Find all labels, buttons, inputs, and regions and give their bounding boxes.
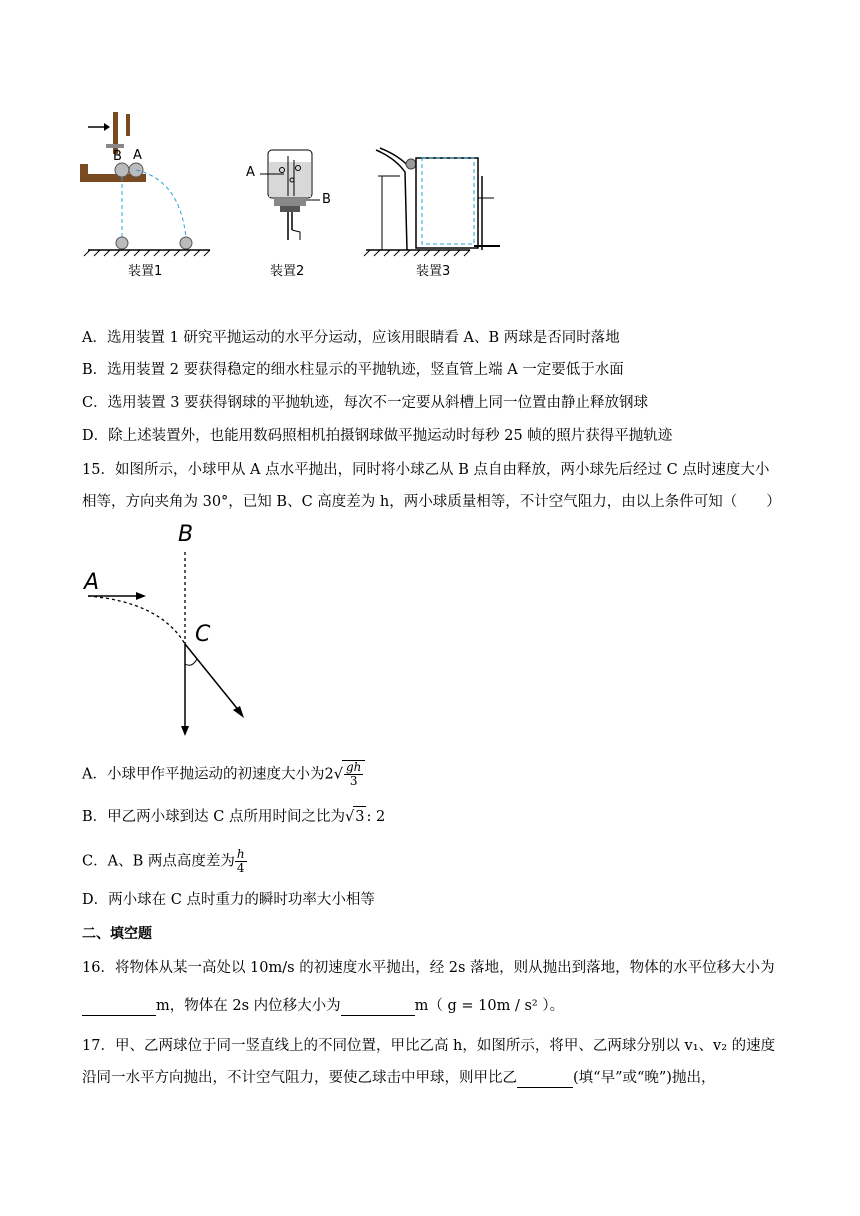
fraction: $\frac{h}{4}$	[236, 847, 245, 875]
q15-option-b: B．甲乙两小球到达 C 点所用时间之比为√3 : 2	[82, 806, 385, 827]
device3-caption: 装置3	[416, 264, 451, 279]
answer-blank[interactable]	[517, 1087, 573, 1088]
point-a-label: A	[84, 570, 100, 595]
q15-stem-line2: 相等，方向夹角为 30°，已知 B、C 高度差为 h，两小球质量相等，不计空气阻力，由以上条件可知（ ）	[82, 494, 781, 510]
device1-label-A: A	[133, 148, 142, 163]
device1-caption: 装置1	[128, 264, 163, 279]
q16-line1: 16．将物体从某一高处以 10m/s 的初速度水平抛出，经 2s 落地，则从抛出到落地，物体的水平位移大小为	[82, 960, 775, 976]
q15-option-d: D．两小球在 C 点时重力的瞬时功率大小相等	[82, 892, 375, 908]
q15-stem-line1: 15．如图所示，小球甲从 A 点水平抛出，同时将小球乙从 B 点自由释放，两小球先后经过 C 点时速度大小	[82, 462, 770, 478]
device2-label-B: B	[322, 192, 331, 207]
point-b-label: B	[178, 522, 194, 547]
device-figures	[70, 100, 510, 285]
q14-option-c: C．选用装置 3 要获得钢球的平抛轨迹，每次不一定要从斜槽上同一位置由静止释放钢球	[82, 395, 649, 411]
q14-option-b: B．选用装置 2 要获得稳定的细水柱显示的平抛轨迹，竖直管上端 A 一定要低于水面	[82, 362, 624, 378]
device2-caption: 装置2	[270, 264, 305, 279]
device2-drawing	[260, 150, 320, 240]
trajectory-diagram	[80, 522, 280, 747]
section-title: 二、填空题	[82, 926, 152, 942]
device2-label-A: A	[246, 165, 255, 180]
q17-line1: 17．甲、乙两球位于同一竖直线上的不同位置，甲比乙高 h，如图所示，将甲、乙两球分别以 v₁、v₂ 的速度	[82, 1038, 776, 1054]
device1-label-B: B	[113, 149, 122, 164]
apparatus-drawings	[70, 100, 510, 285]
fraction: $\frac{gh}{3}$	[345, 760, 362, 788]
point-c-label: C	[195, 622, 211, 647]
answer-blank[interactable]	[341, 1015, 415, 1016]
device3-drawing	[364, 148, 500, 256]
answer-blank[interactable]	[82, 1015, 156, 1016]
q17-line2: 沿同一水平方向抛出，不计空气阻力，要使乙球击中甲球，则甲比乙 (填“早”或“晚”)抛出，	[82, 1070, 716, 1086]
q15-option-c: C．A、B 两点高度差为 $\frac{h}{4}$	[82, 847, 245, 875]
q14-option-d: D．除上述装置外，也能用数码照相机拍摄钢球做平抛运动时每秒 25 帧的照片获得平抛轨迹	[82, 428, 673, 444]
q15-option-a: A．小球甲作平抛运动的初速度大小为2√ $\frac{gh}{3}$	[82, 760, 365, 788]
q14-option-a: A．选用装置 1 研究平抛运动的水平分运动，应该用眼睛看 A、B 两球是否同时落地	[82, 330, 620, 346]
q15-figure	[80, 522, 280, 747]
q16-line2: m，物体在 2s 内位移大小为 m（ g = 10m / s² ）。	[82, 996, 564, 1016]
device1-drawing	[80, 112, 210, 256]
